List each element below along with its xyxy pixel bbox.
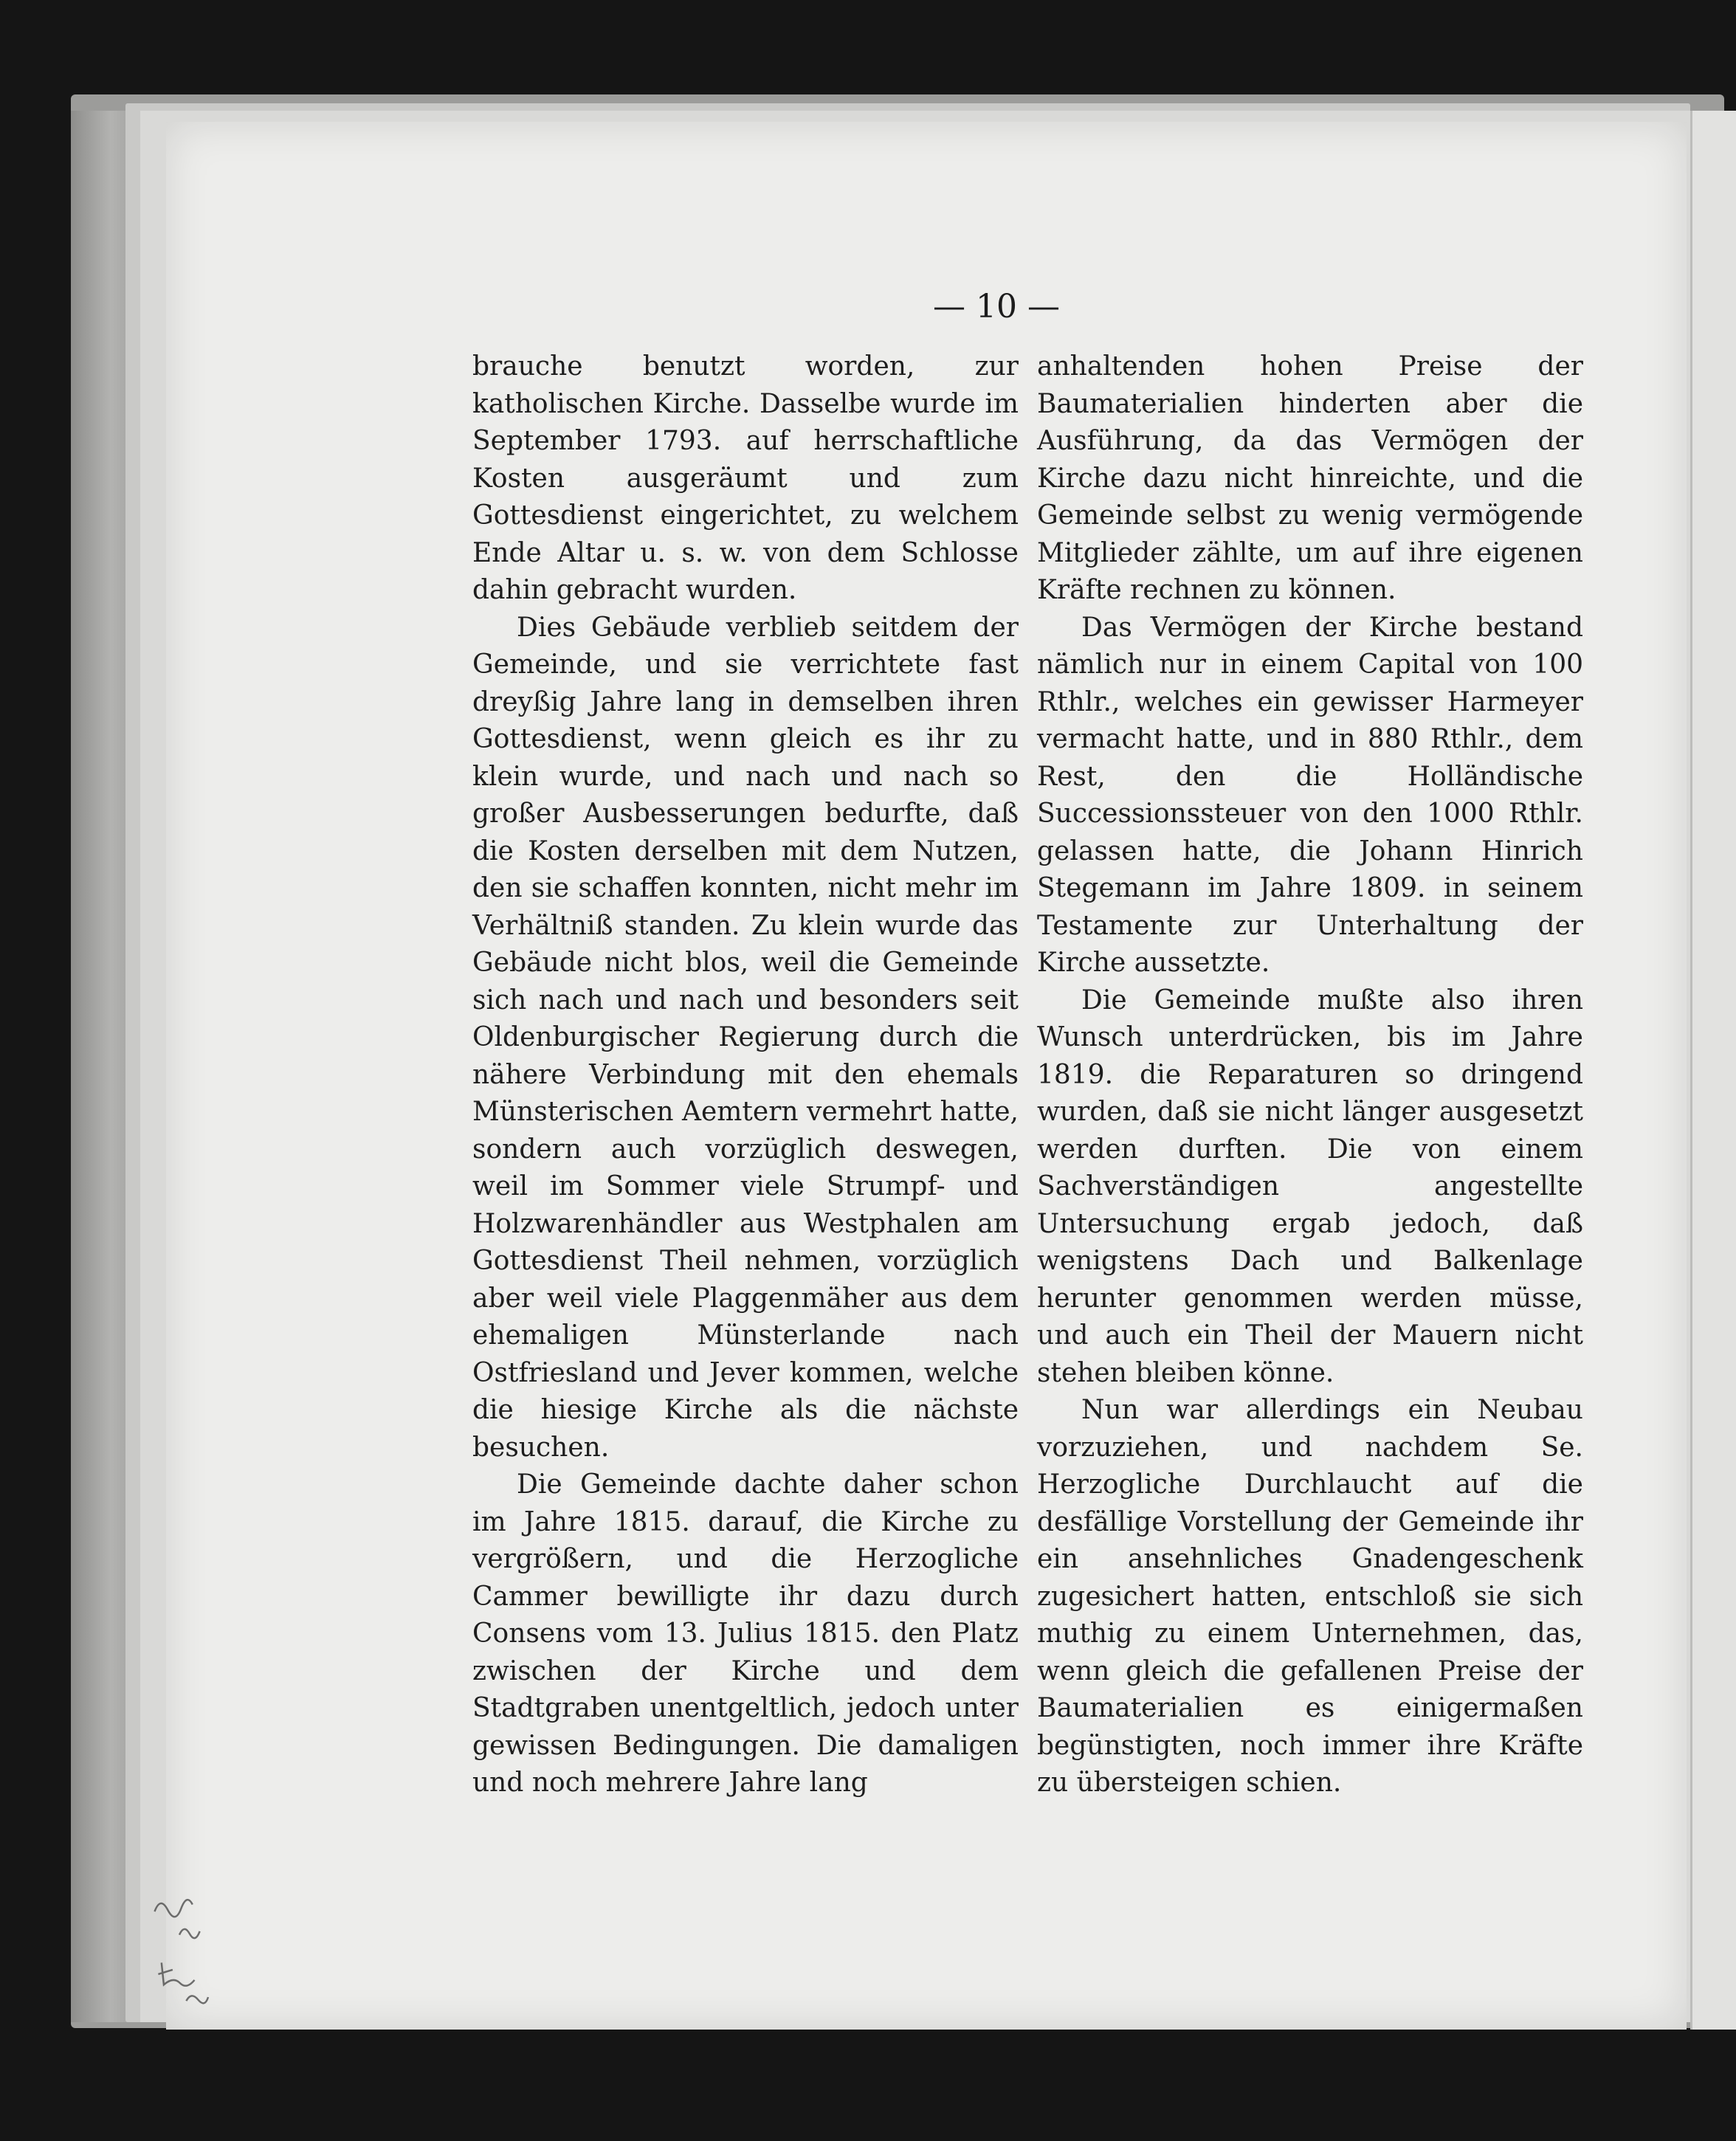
paragraph: Die Gemeinde dachte daher schon im Jahre 1815. darauf, die Kirche zu vergrößern, und die Herzogliche Cammer bewilligte ihr dazu durch Consens vom 13. Julius 1815. den Platz zwischen der Kirche und dem Stadtgraben unentgeltlich, jedoch unter gewissen Bedingungen. Die damaligen und noch mehrere Jahre lang (472, 1469, 1019, 1798)
text-column-right (1037, 348, 1583, 1802)
handwriting-scribble-icon (144, 1875, 239, 2022)
paragraph: Die Gemeinde mußte also ihren Wunsch unterdrücken, bis im Jahre 1819. die Reparaturen so dringend wurden, daß sie nicht länger ausgesetzt werden durften. Die von einem Sachverständigen angestellte Untersuchung ergab jedoch, daß wenigstens Dach und Balkenlage herunter genommen werden müsse, und auch ein Theil der Mauern nicht stehen bleiben könne. (1037, 985, 1583, 1388)
paragraph: anhaltenden hohen Preise der Baumaterialien hinderten aber die Ausführung, da das Vermögen der Kirche dazu nicht hinreichte, und die Gemeinde selbst zu wenig vermögende Mitglieder zählte, um auf ihre eigenen Kräfte rechnen zu können. (1037, 351, 1583, 605)
page-number: — 10 — (933, 288, 1060, 325)
paragraph: Nun war allerdings ein Neubau vorzuziehen, und nachdem Se. Herzogliche Durchlaucht auf die desfällige Vorstellung der Gemeinde ihr ein ansehnliches Gnadengeschenk zugesichert hatten, entschloß sie sich muthig zu einem Unternehmen, das, wenn gleich die gefallenen Preise der Baumaterialien es einigermaßen begünstigten, noch immer ihre Kräfte zu übersteigen schien. (1037, 1395, 1583, 1798)
text-column-left (472, 348, 1019, 1802)
adjacent-page-edge (1690, 111, 1736, 2030)
paragraph: Dies Gebäude verblieb seitdem der Gemeinde, und sie verrichtete fast dreyßig Jahre lang in demselben ihren Gottesdienst, wenn gleich es ihr zu klein wurde, und nach und nach so großer Ausbesserungen bedurfte, daß die Kosten derselben mit dem Nutzen, den sie schaffen konnten, nicht mehr im Verhältniß standen. Zu klein wurde das Gebäude nicht blos, weil die Gemeinde sich nach und nach und besonders seit Oldenburgischer Regierung durch die nähere Verbindung mit den ehemals Münsterischen Aemtern vermehrt hatte, sondern auch vorzüglich deswegen, weil im Sommer viele Strumpf- und Holzwarenhändler aus Westphalen am Gottesdienst Theil nehmen, vorzüglich aber weil viele Plaggenmäher aus dem ehemaligen Münsterlande nach Ostfriesland und Jever kommen, welche die hiesige Kirche als die nächste besuchen. (472, 612, 1019, 1463)
paragraph: Das Vermögen der Kirche bestand nämlich nur in einem Capital von 100 Rthlr., welches ein gewisser Harmeyer vermacht hatte, und in 880 Rthlr., dem Rest, den die Holländische Successionssteuer von den 1000 Rthlr. gelassen hatte, die Johann Hinrich Stegemann im Jahre 1809. in seinem Testamente zur Unterhaltung der Kirche aussetzte. (1037, 612, 1583, 978)
margin-handwriting (144, 1875, 239, 2022)
paragraph: brauche benutzt worden, zur katholischen Kirche. Dasselbe wurde im September 1793. auf herrschaftliche Kosten ausgeräumt und zum Gottesdienst eingerichtet, zu welchem Ende Altar u. s. w. von dem Schlosse dahin gebracht wurden. (472, 351, 1019, 605)
